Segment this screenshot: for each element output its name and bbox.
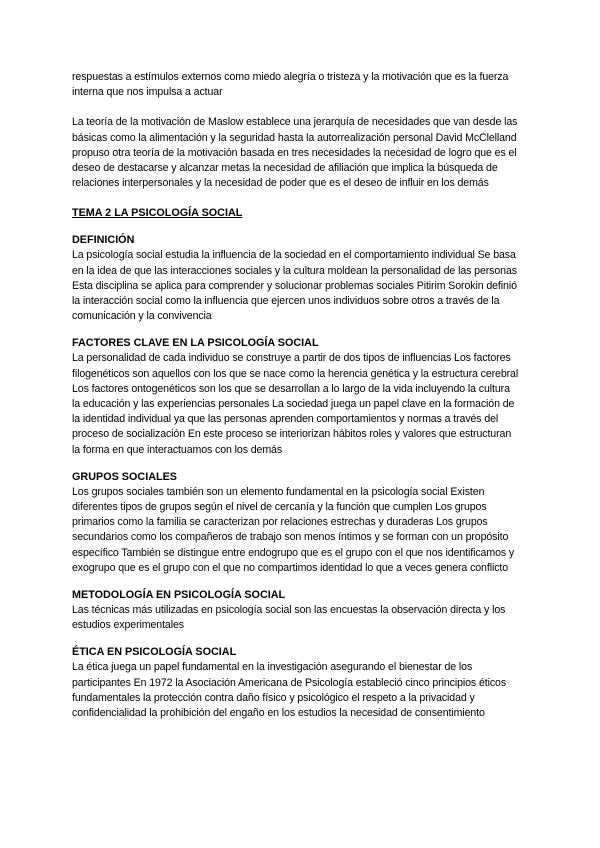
section-body: La ética juega un papel fundamental en la investigación asegurando el bienestar de los participantes En 1972 la Asociación Americana de Psicología estableció cinco principios éticos fundamentales la protección contra daño físico y psicológico el respeto a la privacidad y confidencialidad la prohibición del engaño en los estudios la necesidad de consentimiento — [72, 661, 507, 720]
section-heading: METODOLOGÍA EN PSICOLOGÍA SOCIAL — [72, 589, 286, 602]
section-body: La personalidad de cada individuo se construye a partir de dos tipos de influencias Los factores filogenéticos son aquellos con los que se nace como la herencia genética y la estructura cerebral Los factores ontogenéticos son los que se desarrollan a lo largo de la vida incluyendo la cultura la educación y las experiencias personales La sociedad juega un papel clave en la formación de la identidad individual ya que las personas aprenden comportamientos y normas a través del proceso de socialización En este proceso se interiorizan hábitos roles y valores que estructuran la forma en que interactuamos con los demás — [72, 352, 519, 456]
section-body: Las técnicas más utilizadas en psicología social son las encuestas la observación directa y los estudios experimentales — [72, 604, 506, 632]
section-definicion — [72, 233, 520, 324]
section-metodologia — [72, 588, 520, 633]
section-factores-clave — [72, 336, 520, 457]
section-body: Los grupos sociales también son un elemento fundamental en la psicología social Existen diferentes tipos de grupos según el nivel de cercanía y la función que cumplen Los grupos primarios como la familia se caracterizan por relaciones estrechas y duraderas Los grupos secundarios como los compañeros de trabajo son menos íntimos y se forman con un propósito específico También se distingue entre endogrupo que es el grupo con el que nos identificamos y exogrupo que es el grupo con el que no compartimos identidad lo que a veces genera conflicto — [72, 485, 515, 574]
section-etica — [72, 645, 520, 721]
section-heading: ÉTICA EN PSICOLOGÍA SOCIAL — [72, 646, 237, 659]
tema-title: TEMA 2 LA PSICOLOGÍA SOCIAL — [72, 207, 243, 220]
intro-paragraph-2: La teoría de la motivación de Maslow establece una jerarquía de necesidades que van desde las básicas como la alimentación y la seguridad hasta la autorrealización personal David McClelland propuso otra teoría de la motivación basada en tres necesidades la necesidad de logro que es el deseo de destacarse y alcanzar metas la necesidad de afiliación que implica la búsqueda de relaciones interpersonales y la necesidad de poder que es el deseo de influir en los demás — [72, 116, 518, 190]
section-grupos-sociales — [72, 470, 520, 576]
section-heading: FACTORES CLAVE EN LA PSICOLOGÍA SOCIAL — [72, 337, 319, 350]
section-body: La psicología social estudia la influencia de la sociedad en el comportamiento individual Se basa en la idea de que las interacciones sociales y la cultura moldean la personalidad de las personas Esta disciplina se aplica para comprender y solucionar problemas sociales Pitirim Sorokin definió la interacción social como la influencia que ejercen unos individuos sobre otros a través de la comunicación y la convivencia — [72, 249, 517, 323]
intro-paragraph-1: respuestas a estímulos externos como miedo alegría o tristeza y la motivación que es la fuerza interna que nos impulsa a actuar — [72, 71, 509, 99]
section-heading: GRUPOS SOCIALES — [72, 470, 177, 483]
section-heading: DEFINICIÓN — [72, 234, 135, 247]
